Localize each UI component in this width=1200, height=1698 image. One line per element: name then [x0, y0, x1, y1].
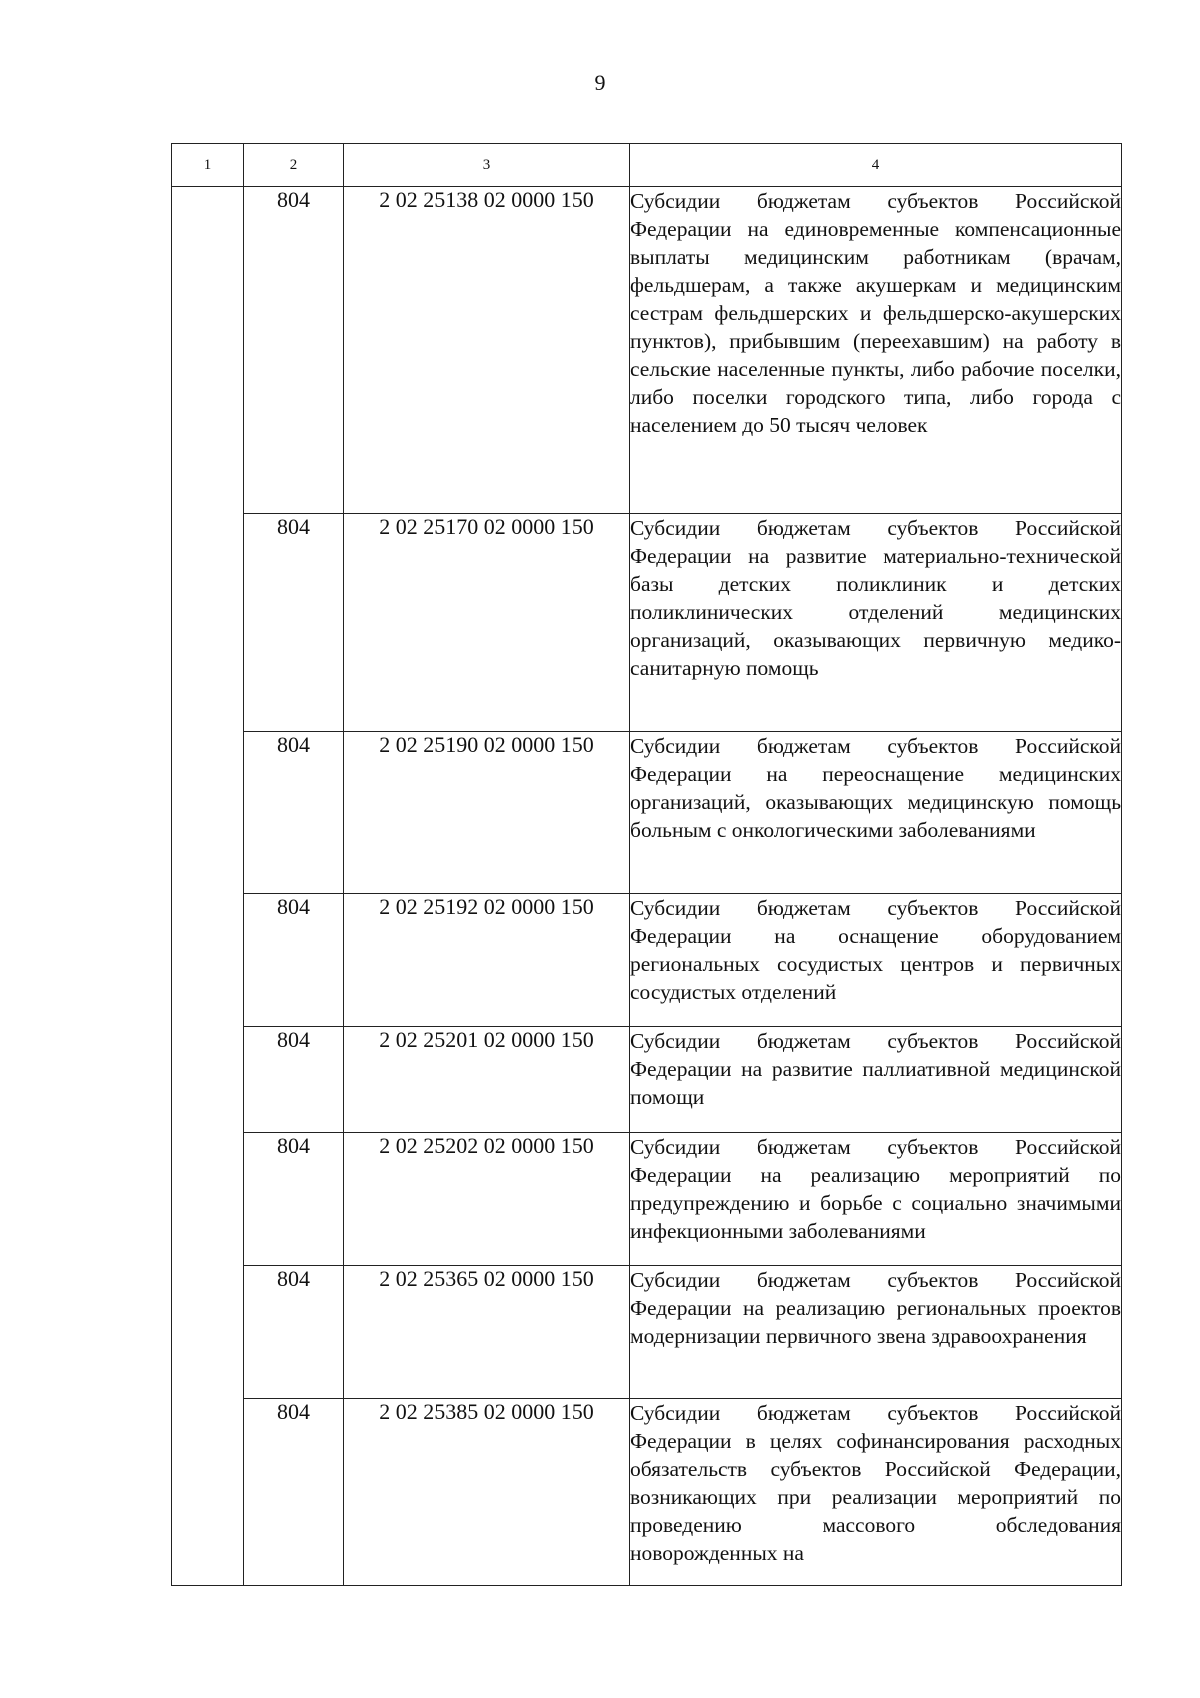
- table-row: [172, 514, 1122, 732]
- table-row: [172, 1399, 1122, 1586]
- admin-code-cell: 804: [244, 1027, 344, 1133]
- table-row: [172, 732, 1122, 894]
- budget-code-cell: 2 02 25170 02 0000 150: [344, 514, 630, 732]
- table-row: [172, 1027, 1122, 1133]
- description-cell: Субсидии бюджетам субъектов Российской Федерации на развитие материально-технической базы детских поликлиник и детских поликлинических отделений медицинских организаций, оказывающих первичную медико-санитарную помощь: [630, 514, 1122, 732]
- description-cell: Субсидии бюджетам субъектов Российской Федерации на единовременные компенсационные выплаты медицинским работникам (врачам, фельдшерам, а также акушеркам и медицинским сестрам фельдшерских и фельдшерско-акушерских пунктов), прибывшим (переехавшим) на работу в сельские населенные пункты, либо рабочие поселки, либо поселки городского типа, либо города с населением до 50 тысяч человек: [630, 187, 1122, 514]
- table-row: [172, 894, 1122, 1027]
- table-row: [172, 1266, 1122, 1399]
- budget-code-cell: 2 02 25201 02 0000 150: [344, 1027, 630, 1133]
- budget-classification-table: [171, 143, 1122, 1586]
- budget-code-cell: 2 02 25202 02 0000 150: [344, 1133, 630, 1266]
- admin-code-cell: 804: [244, 187, 344, 514]
- admin-code-cell: 804: [244, 894, 344, 1027]
- description-cell: Субсидии бюджетам субъектов Российской Федерации на реализацию мероприятий по предупреждению и борьбе с социально значимыми инфекционными заболеваниями: [630, 1133, 1122, 1266]
- page-number: 9: [594, 70, 606, 95]
- admin-code-cell: 804: [244, 1399, 344, 1586]
- budget-code-cell: 2 02 25192 02 0000 150: [344, 894, 630, 1027]
- description-cell: Субсидии бюджетам субъектов Российской Федерации на развитие паллиативной медицинской помощи: [630, 1027, 1122, 1133]
- admin-code-cell: 804: [244, 1133, 344, 1266]
- admin-code-cell: 804: [244, 1266, 344, 1399]
- description-cell: Субсидии бюджетам субъектов Российской Федерации в целях софинансирования расходных обязательств субъектов Российской Федерации, возникающих при реализации мероприятий по проведению массового обследования новорожденных на: [630, 1399, 1122, 1586]
- column-header-4: 4: [630, 144, 1122, 187]
- budget-code-cell: 2 02 25138 02 0000 150: [344, 187, 630, 514]
- table-row: [172, 1133, 1122, 1266]
- column-header-3: 3: [344, 144, 630, 187]
- description-cell: Субсидии бюджетам субъектов Российской Федерации на переоснащение медицинских организаций, оказывающих медицинскую помощь больным с онкологическими заболеваниями: [630, 732, 1122, 894]
- admin-code-cell: 804: [244, 732, 344, 894]
- column-header-2: 2: [244, 144, 344, 187]
- budget-code-cell: 2 02 25385 02 0000 150: [344, 1399, 630, 1586]
- column-header-1: 1: [172, 144, 244, 187]
- description-cell: Субсидии бюджетам субъектов Российской Федерации на реализацию региональных проектов модернизации первичного звена здравоохранения: [630, 1266, 1122, 1399]
- budget-code-cell: 2 02 25190 02 0000 150: [344, 732, 630, 894]
- table-row: [172, 187, 1122, 514]
- admin-code-cell: 804: [244, 514, 344, 732]
- column-number-row: [172, 144, 1122, 187]
- description-cell: Субсидии бюджетам субъектов Российской Федерации на оснащение оборудованием региональных сосудистых центров и первичных сосудистых отделений: [630, 894, 1122, 1027]
- budget-code-cell: 2 02 25365 02 0000 150: [344, 1266, 630, 1399]
- column-1-merged-cell: [172, 187, 244, 1586]
